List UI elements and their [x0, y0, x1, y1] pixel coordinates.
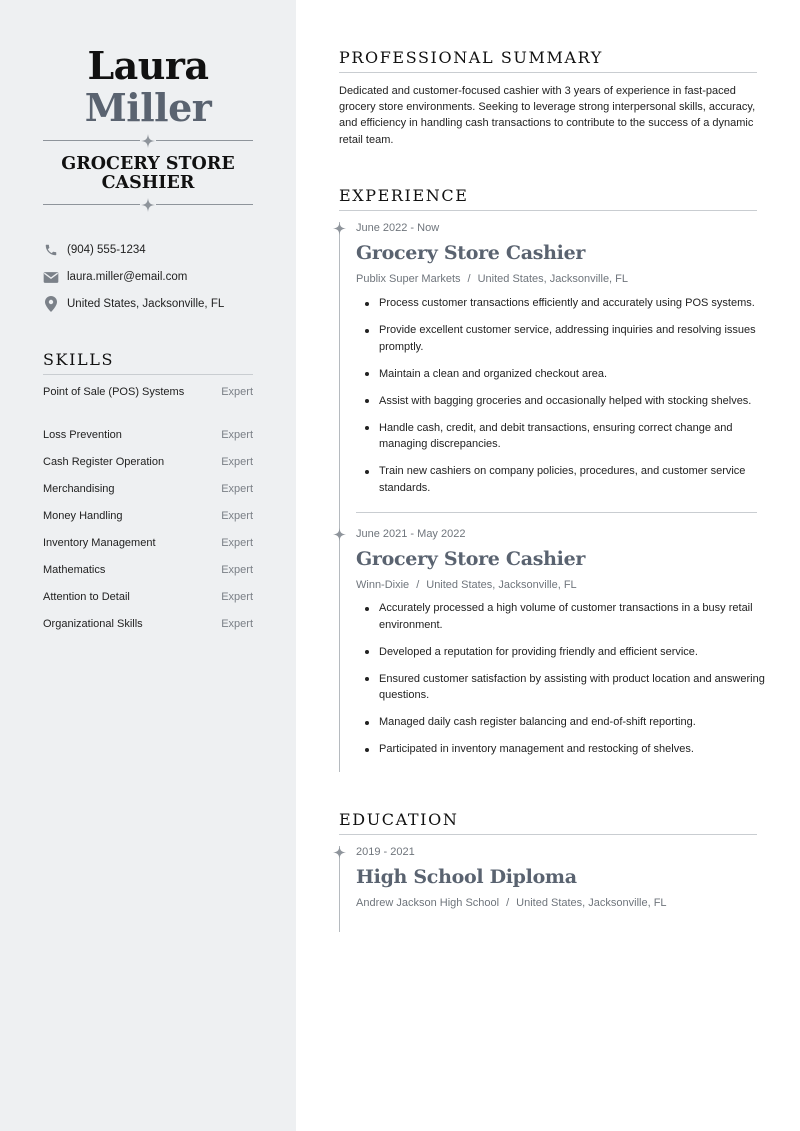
skill-level: Expert	[221, 564, 253, 576]
skills-heading: SKILLS	[43, 350, 115, 369]
sidebar	[0, 0, 296, 1131]
job-meta: Publix Super Markets / United States, Jacksonville, FL	[356, 273, 629, 285]
job-location: United States, Jacksonville, FL	[477, 273, 629, 285]
location-pin-icon	[43, 296, 59, 312]
bullet-item: Handle cash, credit, and debit transactions, ensuring correct change and managing discrepancies.	[356, 420, 770, 453]
skill-row	[43, 454, 253, 470]
job-title: Grocery Store Cashier	[356, 548, 586, 570]
skill-name: Mathematics	[43, 564, 106, 576]
skill-level: Expert	[221, 591, 253, 603]
school-name: Andrew Jackson High School	[356, 897, 500, 909]
skill-level: Expert	[221, 537, 253, 549]
skill-name: Attention to Detail	[43, 591, 130, 603]
bullet-item: Process customer transactions efficiently and accurately using POS systems.	[356, 295, 770, 312]
bullet-item: Train new cashiers on company policies, procedures, and customer service standards.	[356, 463, 770, 496]
bullet-item: Maintain a clean and organized checkout area.	[356, 366, 770, 383]
first-name: Laura	[87, 43, 209, 88]
name-divider	[43, 134, 253, 148]
experience-timeline	[339, 222, 340, 772]
job-bullets	[356, 295, 770, 507]
skills-rule	[43, 374, 253, 375]
skill-name: Cash Register Operation	[43, 456, 165, 468]
bullet-item: Ensured customer satisfaction by assisting with product location and answering questions.	[356, 671, 770, 704]
contact-location	[43, 296, 273, 312]
bullet-item: Managed daily cash register balancing and end-of-shift reporting.	[356, 714, 770, 731]
skill-row	[43, 562, 253, 578]
skill-row	[43, 535, 253, 551]
skill-level: Expert	[221, 386, 253, 398]
summary-rule	[339, 72, 757, 73]
skill-row	[43, 427, 253, 443]
sparkle-icon	[141, 198, 155, 212]
main-content	[296, 0, 800, 1131]
bullet-item: Developed a reputation for providing friendly and efficient service.	[356, 644, 770, 661]
skill-row	[43, 481, 253, 497]
contact-email[interactable]	[43, 269, 273, 285]
education-heading: EDUCATION	[339, 810, 459, 829]
phone-text: (904) 555-1234	[67, 244, 146, 256]
last-name: Miller	[84, 85, 212, 130]
education-rule	[339, 834, 757, 835]
company-name: Winn-Dixie	[356, 579, 410, 591]
skill-name: Organizational Skills	[43, 618, 143, 630]
job-bullets	[356, 600, 770, 768]
job-meta: Winn-Dixie / United States, Jacksonville, FL	[356, 579, 577, 591]
skill-row	[43, 589, 253, 605]
degree-title: High School Diploma	[356, 866, 577, 888]
skill-row	[43, 508, 253, 524]
skill-row	[43, 616, 253, 632]
sparkle-icon	[333, 222, 346, 235]
headline-divider	[43, 198, 253, 212]
skill-name: Inventory Management	[43, 537, 156, 549]
school-location: United States, Jacksonville, FL	[516, 897, 667, 909]
job-location: United States, Jacksonville, FL	[426, 579, 577, 591]
skill-level: Expert	[221, 510, 253, 522]
education-meta: Andrew Jackson High School / United States, Jacksonville, FL	[356, 897, 667, 909]
bullet-item: Assist with bagging groceries and occasionally helped with stocking shelves.	[356, 393, 770, 410]
bullet-item: Participated in inventory management and restocking of shelves.	[356, 741, 770, 758]
bullet-item: Provide excellent customer service, addressing inquiries and resolving issues promptly.	[356, 322, 770, 355]
skill-level: Expert	[221, 429, 253, 441]
sparkle-icon	[141, 134, 155, 148]
company-name: Publix Super Markets	[356, 273, 461, 285]
job-separator	[356, 512, 757, 513]
job-dates: June 2022 - Now	[356, 222, 440, 234]
sparkle-icon	[333, 846, 346, 859]
skill-name: Merchandising	[43, 483, 115, 495]
job-title: Grocery Store Cashier	[356, 242, 586, 264]
experience-heading: EXPERIENCE	[339, 186, 469, 205]
sparkle-icon	[333, 528, 346, 541]
education-dates: 2019 - 2021	[356, 846, 415, 858]
location-text: United States, Jacksonville, FL	[67, 298, 225, 310]
job-dates: June 2021 - May 2022	[356, 528, 466, 540]
skill-name: Point of Sale (POS) Systems	[43, 386, 185, 398]
email-text: laura.miller@email.com	[67, 271, 188, 283]
skill-name: Loss Prevention	[43, 429, 122, 441]
bullet-item: Accurately processed a high volume of customer transactions in a busy retail environment.	[356, 600, 770, 633]
contact-phone[interactable]	[43, 242, 273, 258]
skill-level: Expert	[221, 618, 253, 630]
skill-row	[43, 384, 253, 400]
summary-heading: PROFESSIONAL SUMMARY	[339, 48, 603, 67]
summary-text: Dedicated and customer-focused cashier with 3 years of experience in fast-paced grocery store environments. Seeking to leverage strong interpersonal skills, accuracy, and efficiency in handling cash transactions to contribute to the success of a dynamic retail team.	[339, 85, 756, 146]
skill-level: Expert	[221, 456, 253, 468]
job-headline: GROCERY STORE CASHIER	[61, 154, 235, 193]
skill-level: Expert	[221, 483, 253, 495]
skill-name: Money Handling	[43, 510, 123, 522]
experience-rule	[339, 210, 757, 211]
phone-icon	[43, 242, 59, 258]
mail-icon	[43, 269, 59, 285]
